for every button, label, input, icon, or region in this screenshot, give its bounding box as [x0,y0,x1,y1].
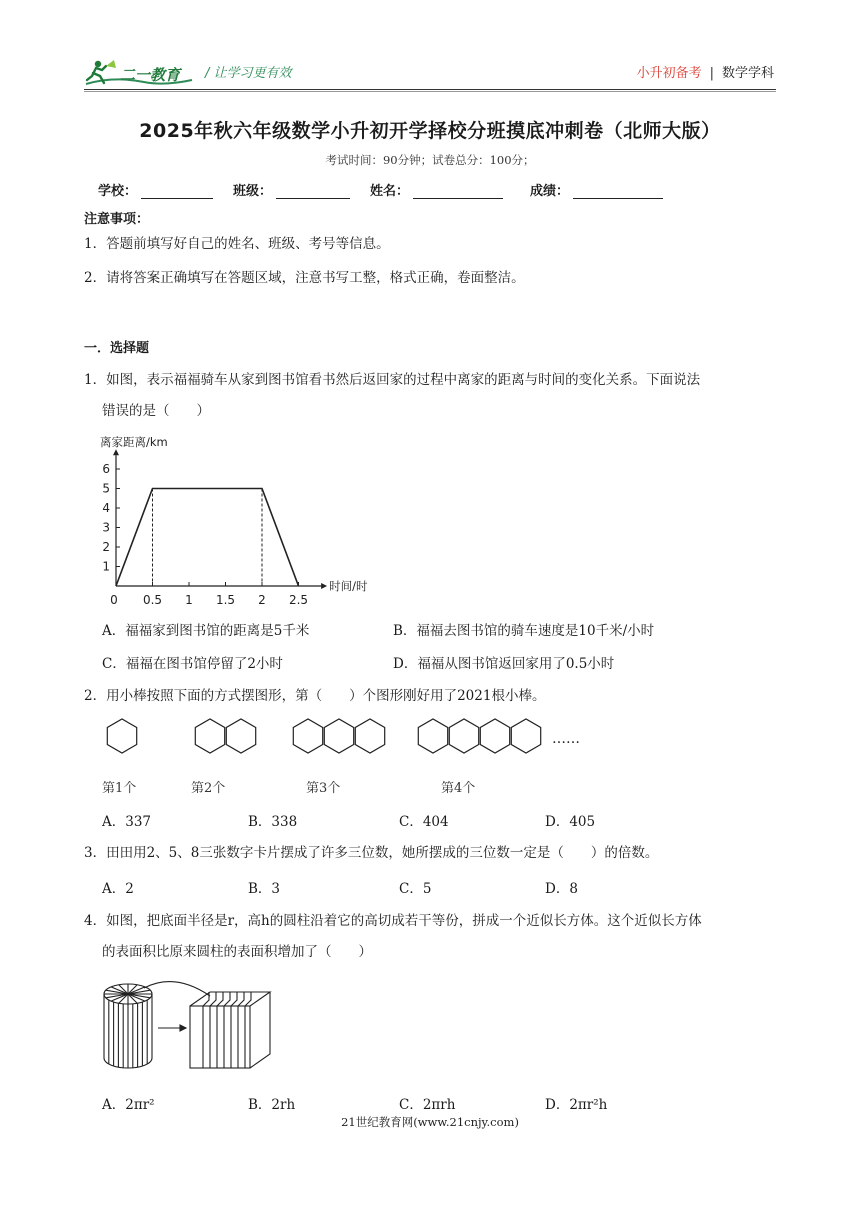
option-3d[interactable]: D．8 [545,881,578,897]
cuboid-slice-line [231,992,237,1068]
question-3-text: 3．田田用2、5、8三张数字卡片摆成了许多三位数，她所摆成的三位数一定是（ ）的倍数。 [84,845,659,861]
figure-label-2: 第2个 [191,781,226,796]
hexagon-cell-figure-4 [418,719,447,753]
class-field[interactable] [233,180,350,199]
chart-y-ticks [102,462,120,574]
chart-x-tick-label: 1 [185,593,193,606]
slogan: / 让学习更有效 [205,66,292,81]
option-3b[interactable]: B．3 [248,881,281,897]
figure-label-4: 第4个 [441,781,476,796]
tag-exam-prep: 小升初备考 [636,66,702,81]
notice-heading: 注意事项： [84,212,150,227]
chart-x-arrow [321,583,327,589]
hexagon-cell-figure-4 [511,719,540,753]
option-3c[interactable]: C．5 [399,881,432,897]
option-3a[interactable]: A．2 [102,881,134,897]
option-2c[interactable]: C．404 [399,814,449,830]
cuboid-slice-line [217,992,223,1068]
question-2-text: 2．用小棒按照下面的方式摆图形，第（ ）个图形刚好用了2021根小棒。 [84,688,546,704]
chart-y-tick-label: 5 [102,481,110,496]
notice-item: 2．请将答案正确填写在答题区域，注意书写工整，格式正确，卷面整洁。 [84,270,525,286]
question-4-text-cont: 的表面积比原来圆柱的表面积增加了（ ） [102,944,372,960]
chart-y-tick-label: 2 [102,540,110,554]
option-1d[interactable]: D．福福从图书馆返回家用了0.5小时 [393,656,615,672]
cylinder-to-cuboid-figure [100,976,280,1072]
chart-ylabel: 离家距离/km [100,435,168,449]
option-1a[interactable]: A．福福家到图书馆的距离是5千米 [102,623,310,639]
question-1-text-cont: 错误的是（ ） [102,403,210,419]
figure-label-1: 第1个 [102,781,137,796]
chart-y-tick-label: 4 [102,501,110,515]
chart-y-arrow [113,449,119,455]
hexagon-cell-figure-3 [355,719,384,753]
hexagon-pattern-figure [100,716,620,760]
option-2b[interactable]: B．338 [248,814,298,830]
footer: 21世纪教育网(www.21cnjy.com) [341,1115,519,1129]
hexagon-cell-figure-3 [324,719,353,753]
option-2d[interactable]: D．405 [545,814,596,830]
chart-x-tick-label: 2.5 [288,593,309,606]
score-blank[interactable] [573,184,663,199]
score-label: 成绩： [530,184,570,199]
header-separator: | [709,66,714,81]
page-title: 2025年秋六年级数学小升初开学择校分班摸底冲刺卷（北师大版） [139,120,721,142]
chart-y-tick-label: 1 [102,559,110,574]
option-4c[interactable]: C．2πrh [399,1097,456,1113]
cuboid-slice-line [210,992,216,1068]
hexagon-cell-figure-2 [195,719,224,753]
chart-y-tick-label: 6 [102,462,110,476]
class-label: 班级： [233,184,273,199]
exam-info: 考试时间：90分钟；试卷总分：100分； [325,153,535,167]
hexagon-cell-figure-3 [293,719,322,753]
header-divider [84,89,776,90]
tag-subject: 数学学科 [721,66,774,81]
question-4-text: 4．如图，把底面半径是r，高h的圆柱沿着它的高切成若干等份，拼成一个近似长方体。这个近似长方体 [84,913,702,929]
school-blank[interactable] [141,184,213,199]
hexagon-cell-figure-4 [480,719,509,753]
hexagon-cell-figure-1 [107,719,136,753]
chart-xlabel: 时间/时 [329,579,368,593]
chart-dashed-guides [153,489,263,587]
class-blank[interactable] [276,184,350,199]
score-field[interactable] [530,180,663,199]
option-4a[interactable]: A．2πr² [102,1097,155,1113]
header-divider-thin [84,91,776,92]
question-1-text: 1．如图，表示福福骑车从家到图书馆看书然后返回家的过程中离家的距离与时间的变化关系。下面说法 [84,372,701,388]
section-title: 一．选择题 [84,341,150,356]
notice-item: 1．答题前填写好自己的姓名、班级、考号等信息。 [84,236,390,252]
header-tags [637,62,774,81]
chart-series [116,489,299,587]
cuboid-slice-line [224,992,230,1068]
cuboid-slice-line [203,992,209,1068]
school-label: 学校： [98,184,138,199]
chart-x-tick-label: 2 [258,593,266,606]
name-field[interactable] [370,180,503,199]
option-2a[interactable]: A．337 [102,814,152,830]
hexagon-cell-figure-4 [449,719,478,753]
figure-label-3: 第3个 [306,781,341,796]
cuboid-slice-line [238,992,244,1068]
option-1b[interactable]: B．福福去图书馆的骑车速度是10千米/小时 [393,623,655,639]
option-4d[interactable]: D．2πr²h [545,1097,608,1113]
logo-text: 二一教育 [120,66,181,84]
chart-series-line [116,489,299,587]
option-4b[interactable]: B．2rh [248,1097,296,1113]
chart-x-tick-label: 0 [110,593,118,606]
chart-x-tick-label: 0.5 [142,593,163,606]
hexagon-cell-figure-2 [226,719,255,753]
chart-x-tick-label: 1.5 [215,593,236,606]
school-field[interactable] [98,180,213,199]
pattern-ellipsis: …… [552,731,580,747]
name-blank[interactable] [413,184,503,199]
chart-y-tick-label: 3 [102,520,110,535]
distance-time-chart [96,430,376,606]
option-1c[interactable]: C．福福在图书馆停留了2小时 [102,656,283,672]
chart-axes [113,449,327,589]
name-label: 姓名： [370,184,410,199]
